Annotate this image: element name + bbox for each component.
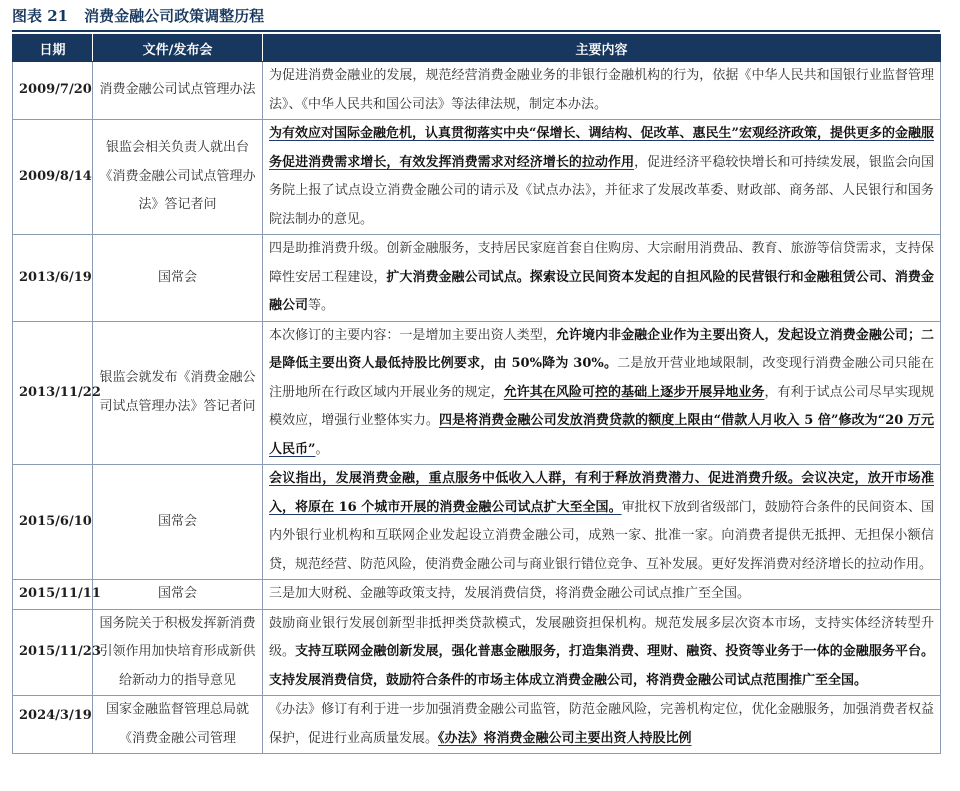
row-date: 2015/6/10 [13, 465, 93, 580]
content-emphasis: 支持互联网金融创新发展，强化普惠金融服务，打造集消费、理财、融资、投资等业务于一体的金融服务平台。支持发展消费信贷，鼓励符合条件的市场主体成立消费金融公司，将消费金融公司试点范围推广至全国。 [269, 644, 934, 688]
table-row [13, 120, 941, 235]
table-row [13, 235, 941, 322]
row-content [263, 696, 941, 754]
figure-title [12, 4, 264, 28]
row-date: 2015/11/11 [13, 580, 93, 610]
content-text: 审批权下放到省级部门，鼓励符合条件的民间资本、国内外银行业机构和互联网企业发起设立消费金融公司，成熟一家、批准一家。向消费者提供无抵押、无担保小额信贷，规范经营、防范风险，使消费金融公司与商业银行错位竞争、互补发展。更好发挥消费对经济增长的拉动作用。 [269, 499, 934, 572]
row-publisher: 国务院关于积极发挥新消费引领作用加快培育形成新供给新动力的指导意见 [93, 609, 263, 696]
content-underline: 允许其在风险可控的基础上逐步开展异地业务 [503, 384, 765, 400]
table-row [13, 465, 941, 580]
row-date: 2009/7/20 [13, 62, 93, 120]
content-text: 三是加大财税、金融等政策支持，发展消费信贷，将消费金融公司试点推广至全国。 [269, 586, 751, 601]
table-body [13, 62, 941, 754]
row-publisher: 银监会相关负责人就出台《消费金融公司试点管理办法》答记者问 [93, 120, 263, 235]
content-emphasis: 允许境内非金融企业作为主要出资人，发起设立消费金融公司；二是降低主要出资人最低持股比例要求，由 50%降为 30%。 [269, 327, 934, 371]
policy-table [12, 34, 941, 754]
content-emphasis-underlined [438, 731, 692, 746]
content-text: 为促进消费金融业的发展，规范经营消费金融业务的非银行金融机构的行为，依据《中华人民共和国银行业监督管理法》、《中华人民共和国公司法》等法律法规，制定本办法。 [269, 68, 934, 112]
figure-caption: 消费金融公司政策调整历程 [84, 7, 265, 25]
row-date: 2024/3/19 [13, 696, 93, 754]
content-text: 。 [315, 441, 329, 457]
content-text: 等。 [308, 298, 335, 313]
content-text: 《办法》修订有利于进一步加强消费金融公司监管，防范金融风险，完善机构定位，优化金融服务，加强消费者权益保护，促进行业高质量发展。 [269, 702, 934, 746]
row-date: 2009/8/14 [13, 120, 93, 235]
row-publisher: 国家金融监督管理总局就《消费金融公司管理 [93, 696, 263, 754]
row-date: 2013/6/19 [13, 235, 93, 322]
row-publisher: 国常会 [93, 580, 263, 610]
content-text: 鼓励商业银行发展创新型非抵押类贷款模式，发展融资担保机构。规范发展多层次资本市场，支持实体经济转型升级。 [269, 615, 934, 659]
row-content [263, 235, 941, 322]
content-text: ，促进经济平稳较快增长和可持续发展，银监会向国务院上报了试点设立消费金融公司的请示及《试点办法》，并征求了发展改革委、财政部、商务部、人民银行和国务院法制办的意见。 [269, 154, 934, 227]
row-content [263, 580, 941, 610]
content-text: 本次修订的主要内容：一是增加主要出资人类型， [269, 327, 556, 343]
row-date: 2015/11/23 [13, 609, 93, 696]
content-underline: 《办法》将消费金融公司主要出资人持股比例 [438, 730, 692, 746]
content-emphasis-underlined [504, 385, 765, 400]
row-date: 2013/11/22 [13, 321, 93, 465]
content-underline: 会议指出，发展消费金融，重点服务中低收入人群，有利于释放消费潜力、促进消费升级。会议决定，放开市场准入，将原在 16 个城市开展的消费金融公司试点扩大至全国。 [269, 471, 934, 515]
row-content [263, 120, 941, 235]
content-emphasis: 扩大消费金融公司试点。探索设立民间资本发起的自担风险的民营银行和金融租赁公司、消费金融公司 [269, 269, 934, 313]
header-publisher: 文件/发布会 [93, 35, 263, 62]
table-row [13, 609, 941, 696]
row-content [263, 609, 941, 696]
row-publisher: 国常会 [93, 235, 263, 322]
figure-number: 图表 21 [12, 7, 69, 25]
table-row [13, 580, 941, 610]
content-underline: 四是将消费金融公司发放消费贷款的额度上限由“借款人月收入 5 倍”修改为“20 万元人民币” [269, 413, 934, 457]
row-content [263, 62, 941, 120]
row-publisher: 国常会 [93, 465, 263, 580]
content-underline: 为有效应对国际金融危机，认真贯彻落实中央“保增长、调结构、促改革、惠民生”宏观经济政策，提供更多的金融服务促进消费需求增长，有效发挥消费需求对经济增长的拉动作用 [269, 126, 934, 170]
table-row [13, 321, 941, 465]
table-row [13, 62, 941, 120]
content-text: ，有利于试点公司尽早实现规模效应，增强行业整体实力。 [269, 384, 934, 428]
content-text: 二是放开营业地域限制，改变现行消费金融公司只能在注册地所在行政区域内开展业务的规定， [269, 356, 934, 400]
header-content: 主要内容 [263, 35, 941, 62]
row-publisher: 银监会就发布《消费金融公司试点管理办法》答记者问 [93, 321, 263, 465]
row-publisher: 消费金融公司试点管理办法 [93, 62, 263, 120]
table-row [13, 696, 941, 754]
row-content [263, 321, 941, 465]
row-content [263, 465, 941, 580]
title-rule [12, 30, 940, 32]
header-date: 日期 [13, 35, 93, 62]
content-text: 四是助推消费升级。创新金融服务，支持居民家庭首套自住购房、大宗耐用消费品、教育、旅游等信贷需求，支持保障性安居工程建设， [269, 241, 934, 285]
table-header-row [13, 35, 941, 62]
